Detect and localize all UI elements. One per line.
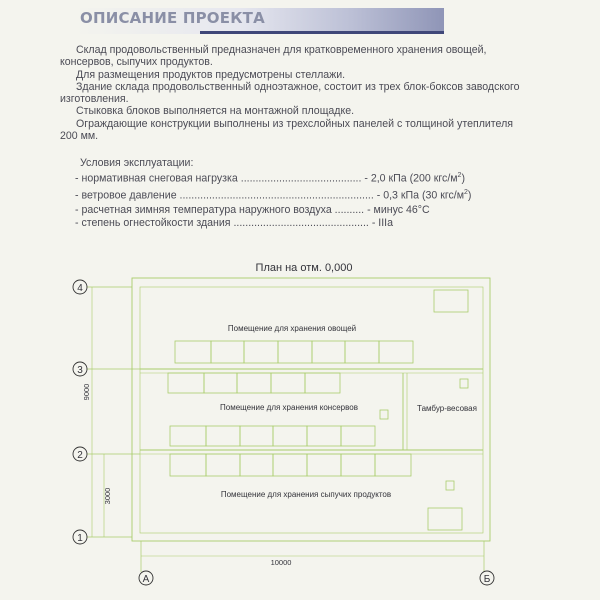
small-equipment: [446, 481, 454, 490]
condition-item: - нормативная снеговая нагрузка ......................................... - 2,0 кПа (200 кгс/$м^2$): [75, 172, 465, 185]
dimension-width: 10000: [270, 558, 292, 567]
rack-row-vegetables: [175, 341, 413, 363]
axis-label-1: 1: [77, 533, 83, 544]
axis-label-2: 2: [77, 450, 83, 461]
small-equipment: [460, 379, 468, 388]
plan-title: План на отм. 0,000: [255, 262, 353, 274]
dimension-depth: 9000: [82, 383, 91, 401]
page-title: ОПИСАНИЕ ПРОЕКТА: [80, 9, 265, 27]
room-vestibule-label: Тамбур-весовая: [417, 404, 477, 413]
rack-row-canned-top: [168, 373, 340, 393]
intro-paragraph: Склад продовольственный предназначен для кратковременного хранения овощей, консервов, сыпучих продуктов.: [60, 44, 487, 69]
room-bulk-label: Помещение для хранения сыпучих продуктов: [220, 490, 392, 499]
rack-row-canned-bottom: [170, 426, 375, 446]
intro-paragraph: Стыковка блоков выполняется на монтажной площадке.: [76, 105, 355, 118]
conditions-title: Условия эксплуатации:: [80, 157, 194, 169]
axis-label-4: 4: [77, 283, 83, 294]
rack-row-bulk: [170, 454, 411, 476]
equipment-box: [428, 508, 462, 530]
axis-label-3: 3: [77, 365, 83, 376]
dimension-module: 3000: [103, 487, 112, 505]
condition-item: - степень огнестойкости здания .............................................. - IIIа: [75, 217, 394, 230]
intro-paragraph: Для размещения продуктов предусмотрены стеллажи.: [76, 68, 346, 81]
room-canned-label: Помещение для хранения консервов: [220, 403, 358, 412]
axis-label-a: А: [142, 574, 150, 585]
axis-label-b: Б: [483, 574, 491, 585]
intro-paragraph: Ограждающие конструкции выполнены из трехслойных панелей с толщиной утеплителя 200 мм.: [60, 117, 513, 143]
equipment-box: [434, 290, 468, 312]
room-vegetables-label: Помещение для хранения овощей: [227, 324, 357, 333]
condition-item: - расчетная зимняя температура наружного воздуха .......... - минус 46°С: [75, 203, 430, 216]
small-equipment: [380, 410, 388, 419]
intro-paragraph: Здание склада продовольственный одноэтажное, состоит из трех блок-боксов заводского изготовления.: [60, 80, 520, 106]
condition-item: - ветровое давление .................................................................. - 0,3 кПа (30 кгс/$м^2$): [75, 189, 472, 202]
